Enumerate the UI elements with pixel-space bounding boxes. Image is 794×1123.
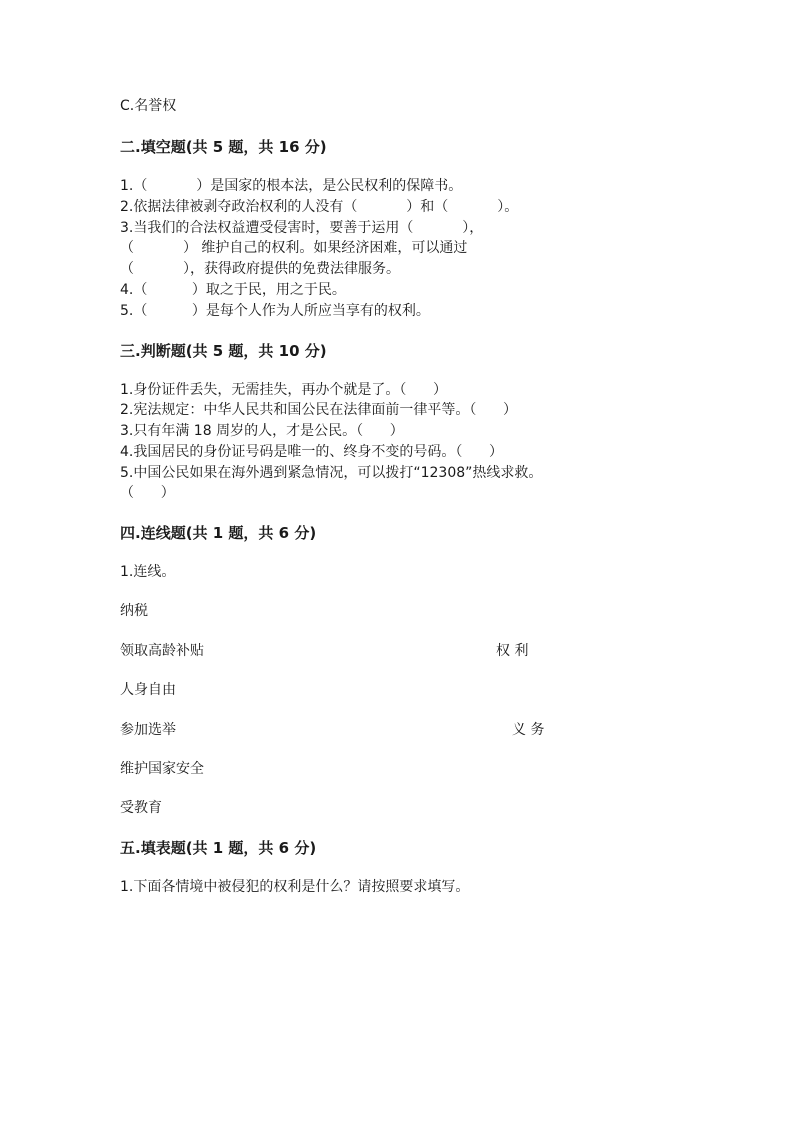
section2-line: 5.（ ）是每个人作为人所应当享有的权利。 <box>120 303 430 319</box>
section3-line: （ ） <box>120 485 175 501</box>
section5-question: 1.下面各情境中被侵犯的权利是什么？请按照要求填写。 <box>120 879 470 895</box>
matching-left-item: 参加选举 <box>120 722 176 738</box>
section4-question: 1.连线。 <box>120 564 176 580</box>
section3-line: 2.宪法规定：中华人民共和国公民在法律面前一律平等。（ ） <box>120 402 518 418</box>
section3-line: 5.中国公民如果在海外遇到紧急情况，可以拨打“12308”热线求救。 <box>120 465 543 481</box>
matching-right-item: 权 利 <box>496 643 529 659</box>
section2-line: （ ），获得政府提供的免费法律服务。 <box>120 261 400 277</box>
matching-left-item: 维护国家安全 <box>120 761 204 777</box>
matching-left-item: 纳税 <box>120 603 148 619</box>
prev-option: C.名誉权 <box>120 98 177 114</box>
section2-line: 4.（ ）取之于民，用之于民。 <box>120 282 346 298</box>
section2-line: 3.当我们的合法权益遭受侵害时，要善于运用（ ）， <box>120 220 484 236</box>
matching-left-item: 领取高龄补贴 <box>120 643 204 659</box>
section4-heading: 四.连线题(共 1 题，共 6 分) <box>120 524 317 542</box>
section3-line: 3.只有年满 18 周岁的人，才是公民。（ ） <box>120 423 404 439</box>
section3-line: 1.身份证件丢失，无需挂失，再办个就是了。（ ） <box>120 382 448 398</box>
section3-heading: 三.判断题(共 5 题，共 10 分) <box>120 342 327 360</box>
section2-line: 2.依据法律被剥夺政治权利的人没有（ ）和（ ）。 <box>120 199 519 215</box>
section2-line: 1.（ ）是国家的根本法，是公民权利的保障书。 <box>120 178 463 194</box>
matching-left-item: 受教育 <box>120 800 162 816</box>
section3-line: 4.我国居民的身份证号码是唯一的、终身不变的号码。（ ） <box>120 444 504 460</box>
section2-line: （ ） 维护自己的权利。如果经济困难，可以通过 <box>120 240 468 256</box>
section2-heading: 二.填空题(共 5 题，共 16 分) <box>120 138 327 156</box>
matching-left-item: 人身自由 <box>120 682 176 698</box>
section5-heading: 五.填表题(共 1 题，共 6 分) <box>120 839 317 857</box>
matching-right-item: 义 务 <box>512 722 545 738</box>
